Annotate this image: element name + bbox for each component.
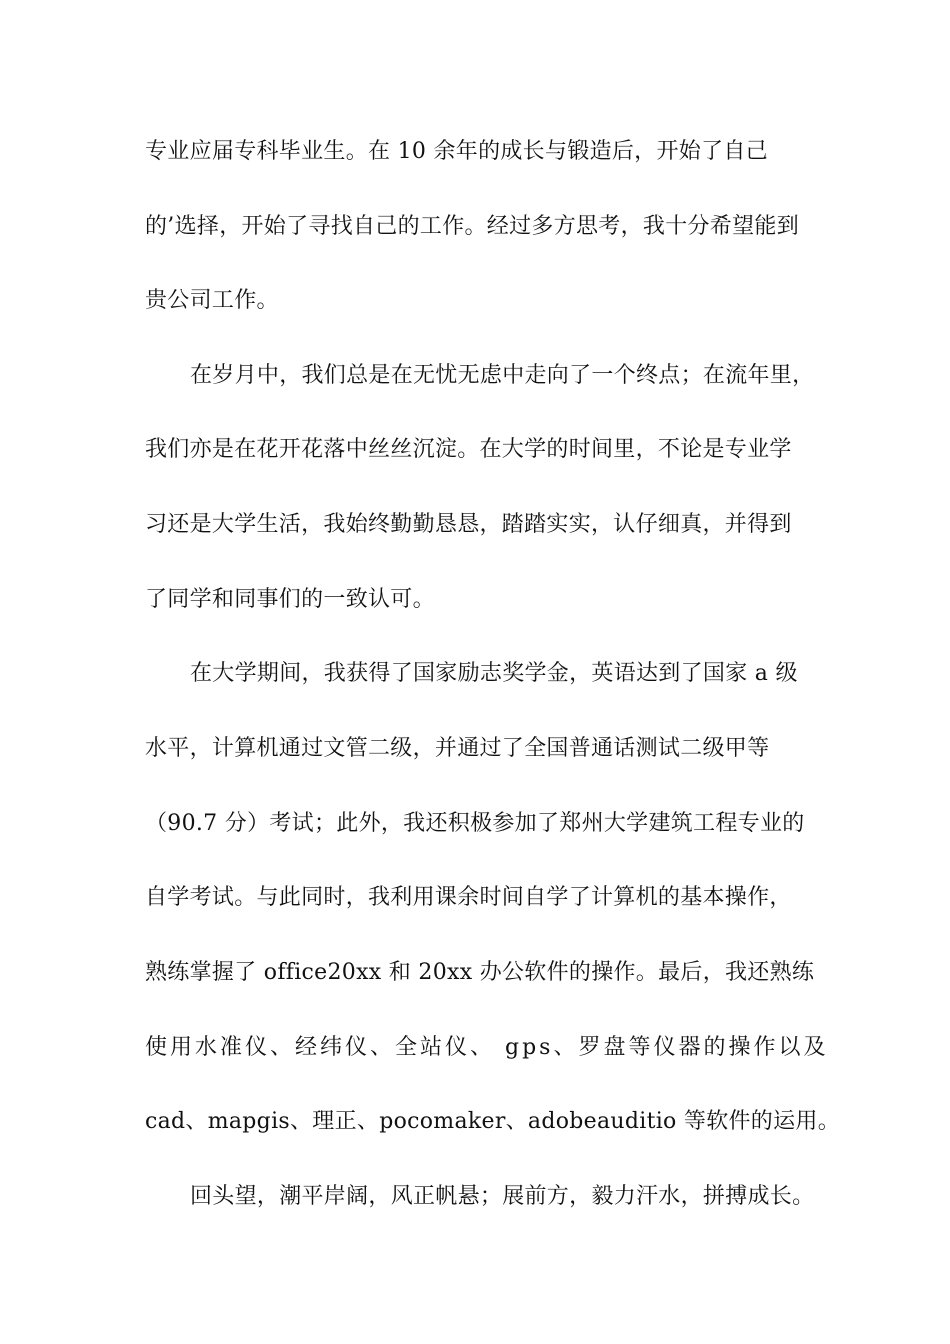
paragraph-line-5: 我们亦是在花开花落中丝丝沉淀。在大学的时间里，不论是专业学 [145, 437, 792, 462]
paragraph-line-4: 在岁月中，我们总是在无忧无虑中走向了一个终点；在流年里， [190, 363, 815, 388]
paragraph-line-13: 使用水准仪、经纬仪、全站仪、 gps、罗盘等仪器的操作以及 [145, 1035, 829, 1060]
paragraph-line-11: 自学考试。与此同时，我利用课余时间自学了计算机的基本操作， [145, 885, 792, 910]
paragraph-line-8: 在大学期间，我获得了国家励志奖学金，英语达到了国家 a 级 [190, 661, 798, 686]
paragraph-line-9: 水平，计算机通过文管二级，并通过了全国普通话测试二级甲等 [145, 736, 770, 761]
paragraph-line-6: 习还是大学生活，我始终勤勤恳恳，踏踏实实，认仔细真，并得到 [145, 512, 792, 537]
paragraph-line-10: （90.7 分）考试；此外，我还积极参加了郑州大学建筑工程专业的 [145, 811, 805, 836]
paragraph-line-3: 贵公司工作。 [145, 288, 279, 313]
paragraph-line-2: 的’选择，开始了寻找自己的工作。经过多方思考，我十分希望能到 [145, 214, 799, 239]
paragraph-line-12: 熟练掌握了 office20xx 和 20xx 办公软件的操作。最后，我还熟练 [145, 960, 815, 985]
paragraph-line-1: 专业应届专科毕业生。在 10 余年的成长与锻造后，开始了自己 [145, 139, 768, 164]
paragraph-line-14: cad、mapgis、理正、pocomaker、adobeauditio 等软件的运用。 [145, 1109, 840, 1134]
paragraph-line-7: 了同学和同事们的一致认可。 [145, 587, 435, 612]
paragraph-line-15: 回头望，潮平岸阔，风正帆悬；展前方，毅力汗水，拼搏成长。 [190, 1184, 815, 1209]
